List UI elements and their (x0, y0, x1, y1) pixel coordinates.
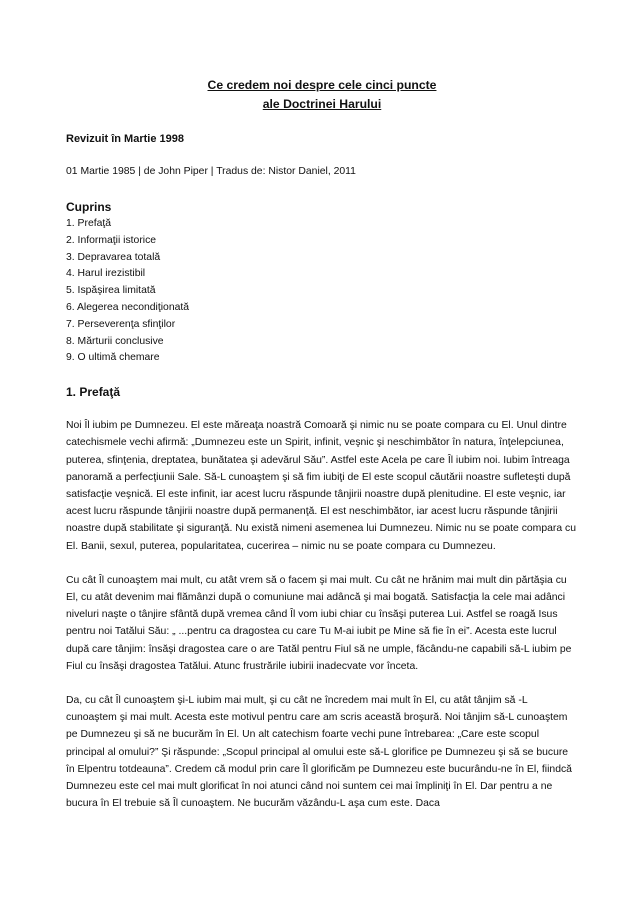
toc-item: 4. Harul irezistibil (66, 268, 146, 280)
paragraph: Da, cu cât Îl cunoaştem şi-L iubim mai mult, şi cu cât ne încredem mai mult în El, cu atât tânjim să -L cunoaştem şi mai mult. Acesta este motivul pentru care am scris această broşură. Noi tânjim să-L cunoaştem pe Dumnezeu şi să ne bucurăm în El. Un alt catechism foarte vechi pune întrebarea: „Care este scopul principal al omului?” Şi răspunde: „Scopul principal al omului este să-L glorifice pe Dumnezeu şi să se bucure în Elpentru totdeauna”. Credem că modul prin care Îl glorificăm pe Dumnezeu este bucurându-ne în El, fiindcă Dumnezeu este cel mai mult glorificat în noi atunci când noi suntem cei mai împliniţi în El. Dar pentru a ne bucura în El trebuie să Îl cunoaştem. Ne bucurăm văzându-L aşa cum este. Daca (66, 695, 572, 810)
paragraph: Noi Îl iubim pe Dumnezeu. El este măreaţa noastră Comoară şi nimic nu se poate compara cu El. Unul dintre catechismele vechi afirmă: „Dumnezeu este un Spirit, infinit, veşnic şi neschimbător în natura, înţelepciunea, puterea, sfinţenia, dreptatea, bunătatea şi adevărul Său”. Astfel este Acela pe care Îl iubim noi. Iubim întreaga panoramă a perfecţiunii Sale. Să-L cunoaştem şi să fim iubiţi de El este scopul căutării noastre sufleteşti după satisfacţie veşnică. El este infinit, iar acest lucru răspunde tânjirii noastre după plenitudine. El este veşnic, iar acest lucru răspunde tânjirii noastre după permanenţă. El est neschimbător, iar acest lucru răspunde tânjirii noastre după stabilitate şi siguranţă. Nu există nimeni asemenea lui Dumnezeu. Nimic nu se poate compara cu El. Banii, sexul, puterea, popularitatea, cucerirea – nimic nu se poate compara cu Dumnezeu. (66, 420, 576, 552)
toc-item: 2. Informaţii istorice (66, 234, 157, 246)
toc-item: 3. Depravarea totală (66, 251, 161, 263)
title-line-1: Ce credem noi despre cele cinci puncte (207, 78, 437, 92)
document-page (66, 76, 578, 812)
title-line-2: ale Doctrinei Harului (262, 97, 382, 111)
toc-item: 7. Perseverenţa sfinţilor (66, 318, 176, 330)
revision-note: Revizuit în Martie 1998 (66, 133, 184, 145)
toc-item: 8. Mărturii conclusive (66, 335, 164, 347)
document-title (66, 76, 578, 114)
toc-item: 5. Ispăşirea limitată (66, 285, 156, 297)
table-of-contents (66, 216, 578, 367)
toc-item: 6. Alegerea necondiţionată (66, 301, 190, 313)
toc-item: 9. O ultimă chemare (66, 352, 160, 364)
toc-item: 1. Prefaţă (66, 218, 112, 229)
toc-title: Cuprins (66, 200, 112, 214)
paragraph: Cu cât Îl cunoaştem mai mult, cu atât vrem să o facem şi mai mult. Cu cât ne hrănim mai mult din părtăşia cu El, cu atât devenim mai flămânzi după o comuniune mai adâncă şi mai bogată. Satisfacţia la cele mai adânci niveluri naşte o tânjire sfântă după vremea când Îl vom iubi chiar cu însăşi puterea Lui. Astfel se roagă Isus pentru noi Tatălui Său: „ ...pentru ca dragostea cu care Tu M-ai iubit pe Mine să fie în ei”. Acesta este lucrul după care tânjim: însăşi dragostea care o are Tatăl pentru Fiul să ne umple, făcându-ne capabili să-L iubim pe Fiul cu însăşi dragostea Tatălui. Atunc frustrările iubirii inadecvate vor înceta. (66, 574, 572, 672)
section-heading: 1. Prefaţă (66, 385, 121, 400)
byline: 01 Martie 1985 | de John Piper | Tradus de: Nistor Daniel, 2011 (66, 166, 356, 177)
